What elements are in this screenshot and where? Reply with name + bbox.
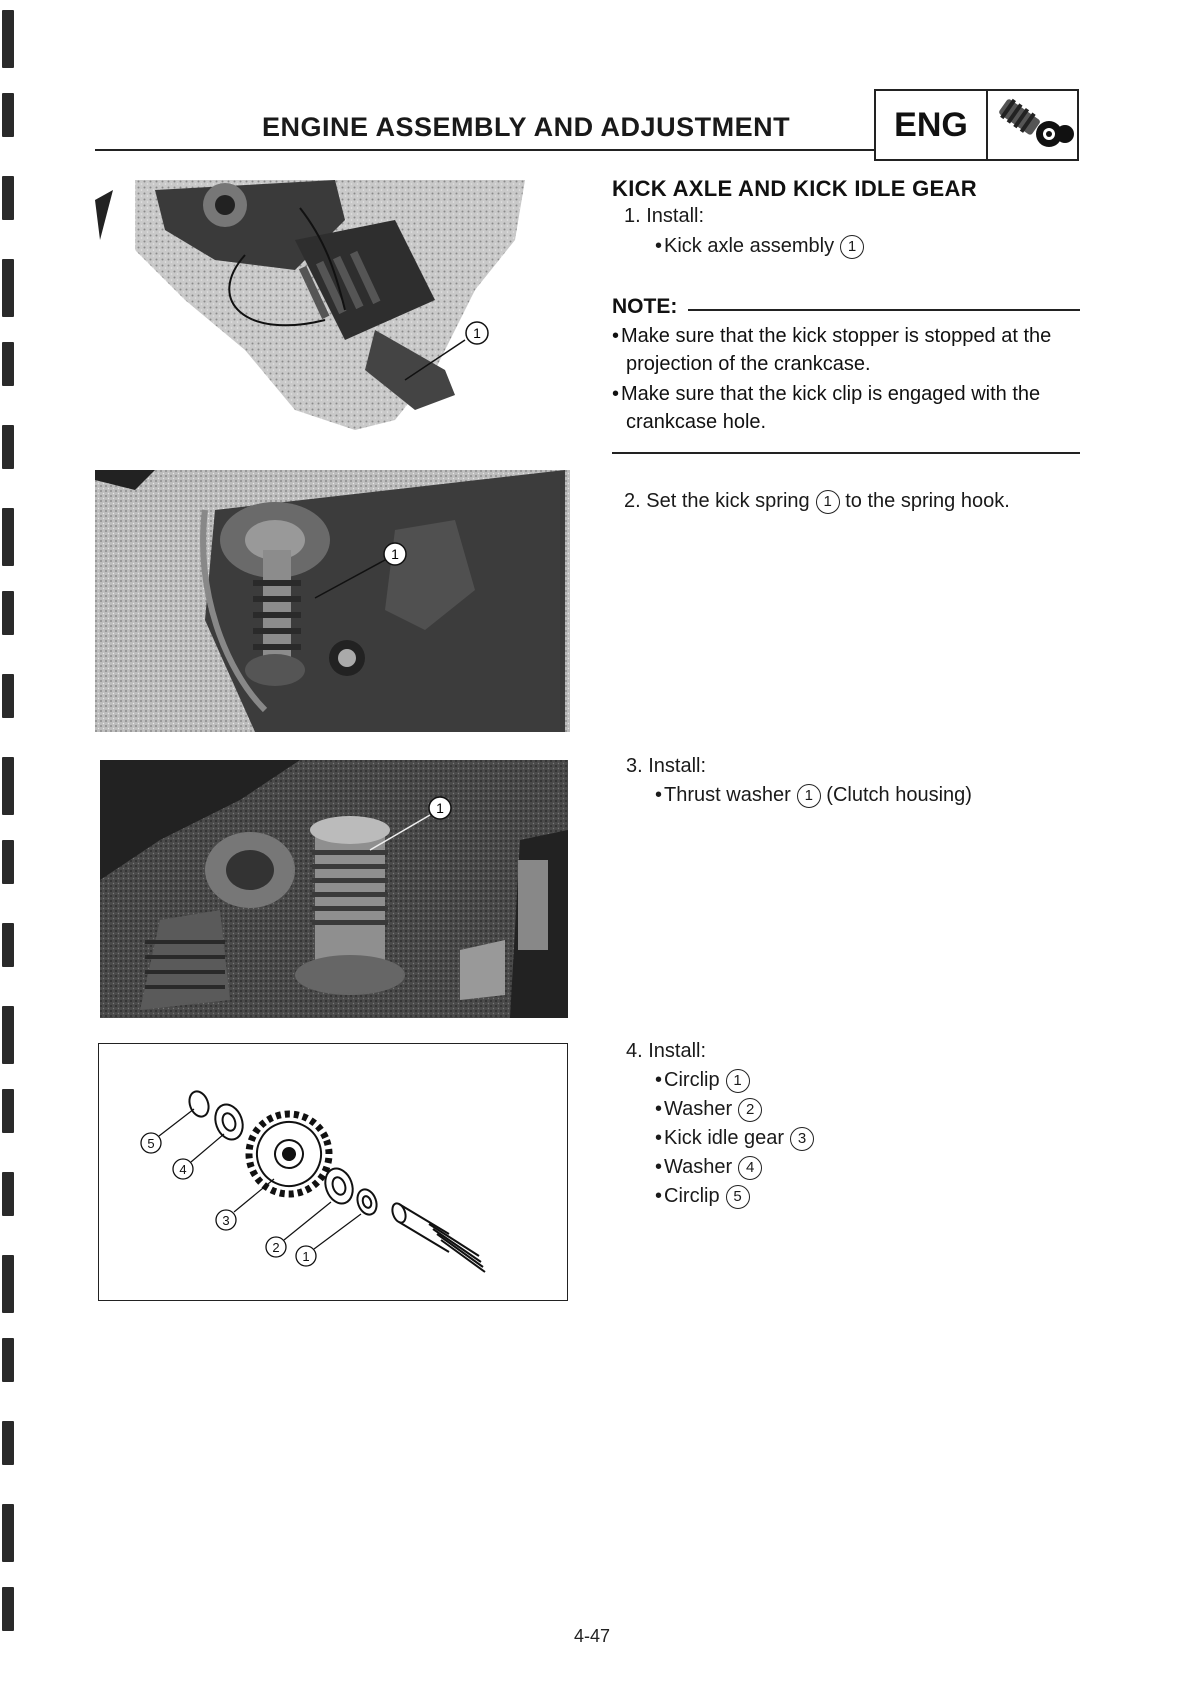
binding-mark [2,93,14,137]
step-1-number: 1. [624,205,641,227]
note-list [612,322,1082,438]
step-1-item-text: Kick axle assembly [664,235,835,257]
step-3-number: 3. [626,755,643,777]
binding-mark [2,840,14,884]
step-1 [624,202,704,230]
photo-kick-axle-assembly [95,180,575,430]
step-3-action: Install: [648,755,707,777]
diagram-callout-5: 5 [147,1136,155,1151]
step-2-text-after: to the spring hook. [845,490,1010,512]
photo-thrust-washer [100,760,568,1018]
note-item: • Make sure that the kick stopper is stopped at the projection of the crankcase. [612,322,1082,378]
note-end-rule [612,452,1080,454]
section-code: ENG [876,91,988,159]
step-3-item [655,781,972,809]
binding-mark [2,923,14,967]
diagram-kick-idle-gear-exploded [98,1043,568,1301]
step-4 [626,1037,706,1065]
step-4-number: 4. [626,1040,643,1062]
binding-mark [2,342,14,386]
step-2 [624,487,1010,515]
step-3-item-text-after: (Clutch housing) [826,784,972,806]
binding-mark [2,1587,14,1631]
binding-mark [2,757,14,815]
step-4-item: • Circlip 5 [655,1182,814,1211]
photo1-callout: 1 [473,325,481,341]
step-4-items [655,1066,814,1211]
diagram-callout-2: 2 [272,1240,280,1255]
binding-mark [2,425,14,469]
binding-mark [2,591,14,635]
step-4-item: • Washer 4 [655,1153,814,1182]
binding-mark [2,1421,14,1465]
photo3-callout: 1 [436,800,444,816]
step-3 [626,752,706,780]
section-heading: KICK AXLE AND KICK IDLE GEAR [612,176,977,201]
binding-mark [2,259,14,317]
binding-mark [2,1255,14,1313]
binding-edge [0,0,40,1684]
diagram-callout-3: 3 [222,1213,230,1228]
binding-mark [2,508,14,566]
binding-mark [2,1006,14,1064]
page-title: ENGINE ASSEMBLY AND ADJUSTMENT [262,112,791,142]
step-4-action: Install: [648,1040,707,1062]
note-rule [688,309,1080,311]
step-1-item [655,232,864,260]
step-4-item: • Circlip 1 [655,1066,814,1095]
engine-icon [988,91,1077,159]
step-1-item-ref: 1 [840,235,864,259]
binding-mark [2,1504,14,1562]
step-3-item-text: Thrust washer [664,784,791,806]
step-3-item-ref: 1 [797,784,821,808]
diagram-callout-1: 1 [302,1249,310,1264]
step-1-action: Install: [646,205,705,227]
photo-kick-spring [95,470,570,732]
step-2-number: 2. [624,490,641,512]
photo2-callout: 1 [391,546,399,562]
page-number: 4-47 [574,1626,611,1646]
section-badge [874,89,1079,161]
step-2-ref: 1 [816,490,840,514]
note-label: NOTE: [612,295,678,318]
binding-mark [2,10,14,68]
binding-mark [2,1172,14,1216]
step-2-text: Set the kick spring [646,490,810,512]
note-item: • Make sure that the kick clip is engaged with the crankcase hole. [612,380,1082,436]
binding-mark [2,1089,14,1133]
binding-mark [2,176,14,220]
binding-mark [2,1338,14,1382]
header-rule [95,149,875,151]
step-4-item: • Kick idle gear 3 [655,1124,814,1153]
diagram-callout-4: 4 [179,1162,187,1177]
step-4-item: • Washer 2 [655,1095,814,1124]
binding-mark [2,674,14,718]
